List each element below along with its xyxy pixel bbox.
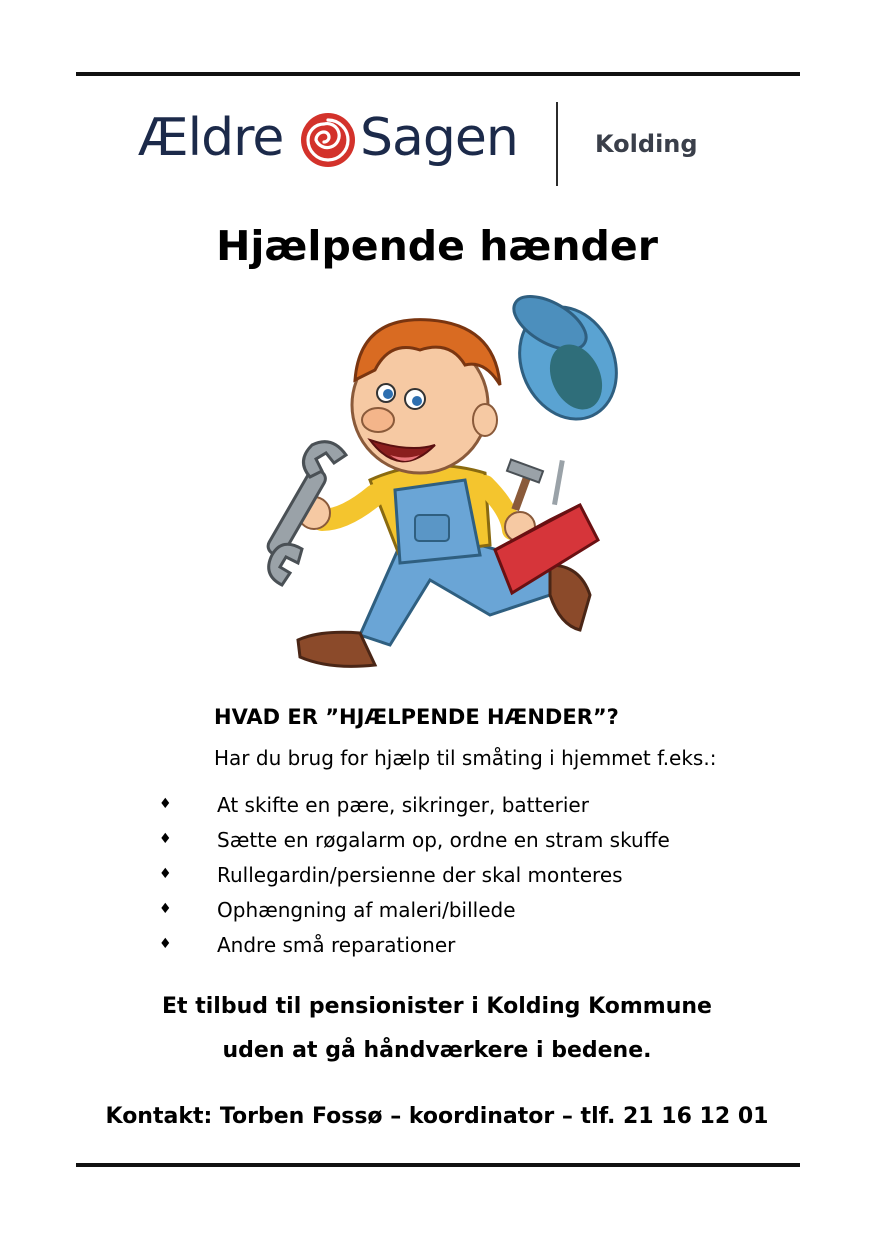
- logo-word-right: Sagen: [360, 108, 518, 168]
- logo-divider: [556, 102, 558, 186]
- contact-line: Kontakt: Torben Fossø – koordinator – tlf. 21 16 12 01: [105, 1104, 769, 1129]
- list-item-text: Sætte en røgalarm op, ordne en stram skuffe: [217, 828, 670, 852]
- handyman-illustration-icon: [250, 295, 630, 695]
- swirl-logo-icon: [300, 112, 356, 168]
- diamond-bullet-icon: ♦: [159, 901, 172, 917]
- offer-line-1: Et tilbud til pensionister i Kolding Kommune: [162, 994, 712, 1019]
- list-item-text: Rullegardin/persienne der skal monteres: [217, 863, 623, 887]
- bottom-rule: [76, 1163, 800, 1167]
- list-item-text: Ophængning af maleri/billede: [217, 898, 516, 922]
- section-intro: Har du brug for hjælp til småting i hjemmet f.eks.:: [214, 746, 717, 770]
- logo-word-left: Ældre: [138, 108, 284, 168]
- section-heading: HVAD ER ”HJÆLPENDE HÆNDER”?: [214, 705, 619, 729]
- logo-region: Kolding: [595, 130, 698, 158]
- offer-line-2: uden at gå håndværkere i bedene.: [222, 1038, 652, 1063]
- list-item-text: Andre små reparationer: [217, 933, 456, 957]
- list-item-text: At skifte en pære, sikringer, batterier: [217, 793, 589, 817]
- diamond-bullet-icon: ♦: [159, 866, 172, 882]
- diamond-bullet-icon: ♦: [159, 796, 172, 812]
- diamond-bullet-icon: ♦: [159, 936, 172, 952]
- diamond-bullet-icon: ♦: [159, 831, 172, 847]
- page-title: Hjælpende hænder: [216, 222, 658, 270]
- top-rule: [76, 72, 800, 76]
- cap-icon: [502, 295, 630, 435]
